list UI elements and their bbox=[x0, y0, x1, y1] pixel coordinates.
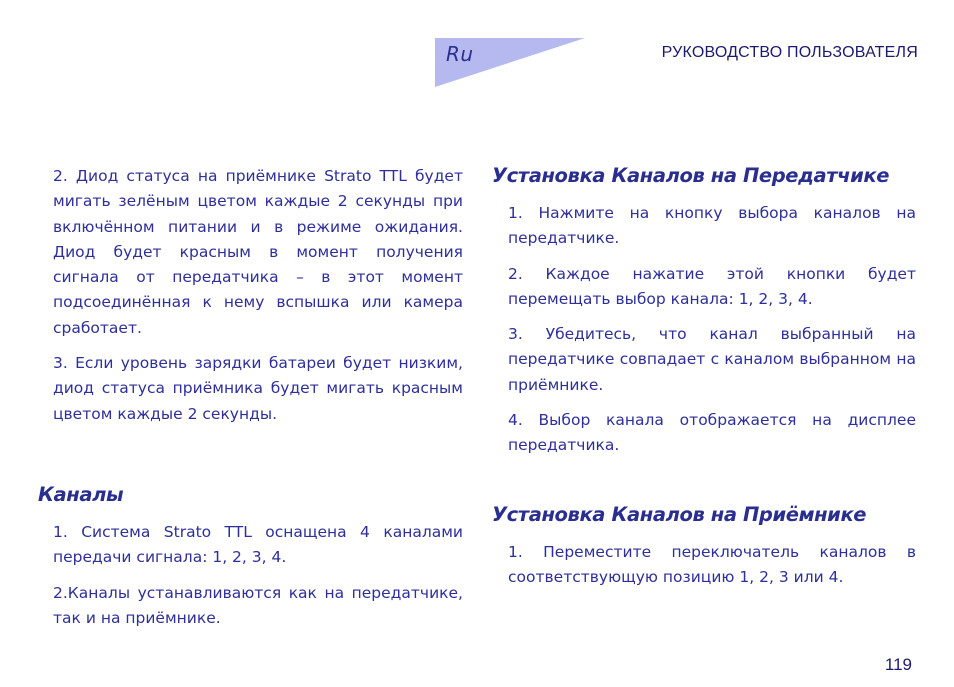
receiver-section-title: Установка Каналов на Приёмнике bbox=[492, 502, 867, 526]
transmitter-item-1: 1. Нажмите на кнопку выбора каналов на передатчике. bbox=[508, 204, 916, 248]
battery-paragraph: 3. Если уровень зарядки батареи будет низким, диод статуса приёмника будет мигать красным цветом каждые 2 секунды. bbox=[53, 354, 463, 423]
transmitter-section-title: Установка Каналов на Передатчике bbox=[492, 164, 890, 187]
receiver-item-1: 1. Переместите переключатель каналов в соответствующую позицию 1, 2, 3 или 4. bbox=[508, 542, 916, 586]
channels-section-title: Каналы bbox=[38, 482, 124, 506]
transmitter-item-3: 3. Убедитесь, что канал выбранный на передатчике совпадает с каналом выбранном на приёмнике. bbox=[508, 325, 916, 394]
transmitter-item-4: 4. Выбор канала отображается на дисплее передатчика. bbox=[508, 411, 916, 455]
right-column bbox=[492, 164, 916, 600]
left-column bbox=[38, 164, 463, 641]
language-label: Ru bbox=[446, 42, 474, 66]
header-title: РУКОВОДСТВО ПОЛЬЗОВАТЕЛЯ bbox=[661, 44, 918, 61]
channels-item-2: 2.Каналы устанавливаются как на передатчике, так и на приёмнике. bbox=[53, 583, 463, 627]
status-diode-paragraph: 2. Диод статуса на приёмнике Strato TTL будет мигать зелёным цветом каждые 2 секунды при включённом питании и в режиме ожидания. Диод будет красным в момент получения сигнала от передатчика – в этот момент подсоединённая к нему вспышка или камера сработает. bbox=[53, 167, 463, 337]
transmitter-item-2: 2. Каждое нажатие этой кнопки будет перемещать выбор канала: 1, 2, 3, 4. bbox=[508, 264, 916, 308]
channels-item-1: 1. Система Strato TTL оснащена 4 каналами передачи сигнала: 1, 2, 3, 4. bbox=[53, 522, 463, 567]
page-number: 119 bbox=[884, 655, 912, 674]
